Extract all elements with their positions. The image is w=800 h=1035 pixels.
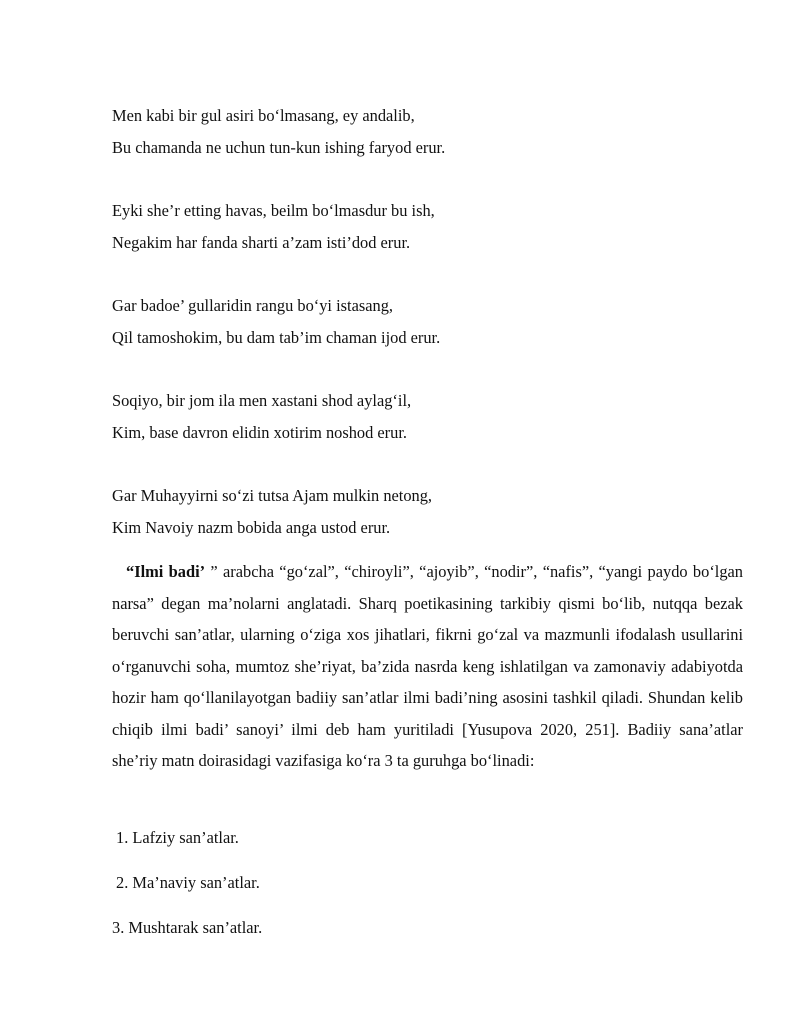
- poem-line: Gar badoe’ gullaridin rangu bo‘yi istasang,: [112, 296, 393, 315]
- poem-line: Eyki she’r etting havas, beilm bo‘lmasdur bu ish,: [112, 201, 435, 220]
- poem-line: Kim Navoiy nazm bobida anga ustod erur.: [112, 518, 391, 537]
- poem-line: Men kabi bir gul asiri bo‘lmasang, ey andalib,: [112, 106, 415, 125]
- body-paragraph: [112, 556, 743, 777]
- poem-line: Gar Muhayyirni so‘zi tutsa Ajam mulkin netong,: [112, 486, 433, 505]
- paragraph-term: “Ilmi badi’: [126, 562, 206, 581]
- list-item: 2. Ma’naviy san’atlar.: [116, 873, 260, 892]
- list-item: 3. Mushtarak san’atlar.: [112, 918, 263, 937]
- poem-line: Bu chamanda ne uchun tun-kun ishing faryod erur.: [112, 138, 446, 157]
- poem-line: Qil tamoshokim, bu dam tab’im chaman ijod erur.: [112, 328, 441, 347]
- poem-line: Negakim har fanda sharti a’zam isti’dod erur.: [112, 233, 411, 252]
- list-item: 1. Lafziy san’atlar.: [116, 828, 239, 847]
- poem-line: Soqiyo, bir jom ila men xastani shod aylag‘il,: [112, 391, 412, 410]
- poem-line: Kim, base davron elidin xotirim noshod erur.: [112, 423, 407, 442]
- paragraph-text: ” arabcha “go‘zal”, “chiroyli”, “ajoyib”, “nodir”, “nafis”, “yangi paydo bo‘lgan narsa” degan ma’nolarni anglatadi. Sharq poetikasining tarkibiy qismi bo‘lib, nutqqa bezak beruvchi san’atlar, ularning o‘ziga xos jihatlari, fikrni go‘zal va mazmunli ifodalash usullarini o‘rganuvchi soha, mumtoz she’riyat, ba’zida nasrda keng ishlatilgan va zamonaviy adabiyotda hozir ham qo‘llanilayotgan badiiy san’atlar ilmi badi’ning asosini tashkil qiladi. Shundan kelib chiqib ilmi badi’ sanoyi’ ilmi deb ham yuritiladi [Yusupova 2020, 251]. Badiiy sana’atlar she’riy matn doirasidagi vazifasiga ko‘ra 3 ta guruhga bo‘linadi:: [112, 562, 743, 770]
